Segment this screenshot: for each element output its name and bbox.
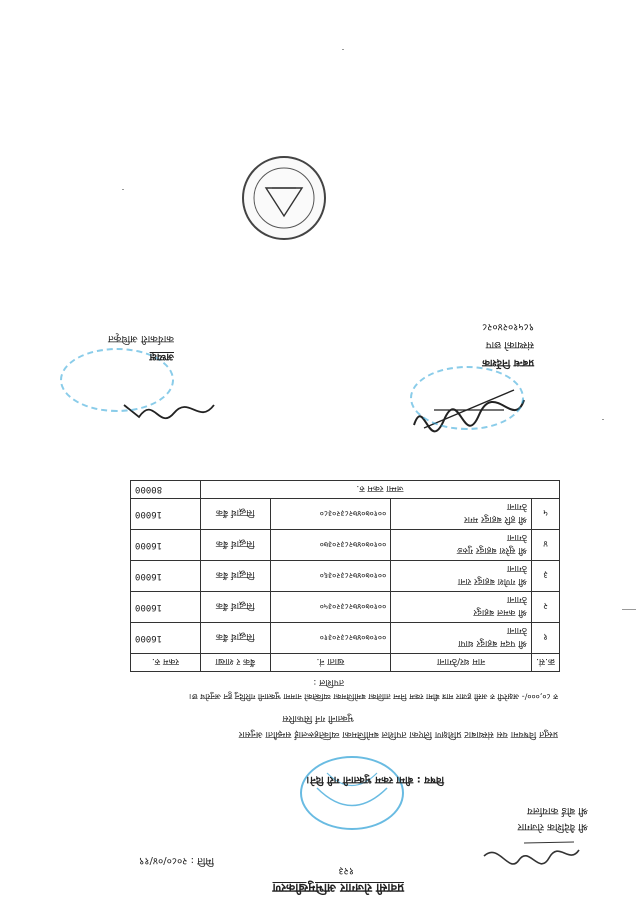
row-account: ००१०७०४७२८३२०३८० bbox=[270, 499, 390, 530]
table-row bbox=[131, 592, 560, 623]
right-signatory-name: अध्यक्ष bbox=[149, 351, 174, 362]
row-account: ००१०७०४७२८३२०३६० bbox=[270, 561, 390, 592]
row-name-cell bbox=[391, 561, 532, 592]
reference-number: १२३ bbox=[338, 865, 354, 876]
table-total-row bbox=[131, 481, 560, 499]
scan-speck bbox=[622, 609, 636, 610]
left-signatory-name: प्रबन्ध निर्देशक bbox=[482, 357, 534, 368]
left-signatory-title: संस्थाको छाप bbox=[485, 339, 534, 350]
letter-date: मिति : २०८०/०४/१९ bbox=[139, 855, 214, 866]
row-bank: सिद्धार्थ बैंक bbox=[200, 530, 270, 561]
row-account: ००१०७०४७२८३२०३१० bbox=[270, 623, 390, 654]
body-line-4: तपशिल : bbox=[313, 677, 344, 687]
header-bank: बैंक र शाखा bbox=[200, 654, 270, 672]
row-amount: 16000 bbox=[131, 623, 201, 654]
row-amount: 16000 bbox=[131, 499, 201, 530]
office-stamp bbox=[300, 756, 404, 830]
header-account: खाता नं. bbox=[270, 654, 390, 672]
row-address: ठेगाना bbox=[506, 625, 527, 635]
row-sn: २ bbox=[531, 592, 559, 623]
row-name: श्री हरि बहादुर मगर bbox=[464, 514, 527, 524]
letter-subject: विषय : बीमा रकम भुक्तानी गरी दिने। bbox=[306, 774, 444, 785]
body-line-2: भुक्तानी गर्न सिफारिस bbox=[282, 713, 354, 723]
row-name-cell bbox=[391, 592, 532, 623]
beneficiary-table bbox=[130, 480, 560, 672]
company-logo-icon bbox=[244, 158, 324, 238]
row-bank: सिद्धार्थ बैंक bbox=[200, 592, 270, 623]
row-sn: १ bbox=[531, 623, 559, 654]
row-address: ठेगाना bbox=[506, 501, 527, 511]
row-sn: ५ bbox=[531, 499, 559, 530]
row-name: श्री सुरेश बहादुर गुरुङ bbox=[456, 545, 527, 555]
row-bank: सिद्धार्थ बैंक bbox=[200, 623, 270, 654]
row-name: श्री पदम बहादुर थापा bbox=[458, 638, 527, 648]
row-name-cell bbox=[391, 530, 532, 561]
row-address: ठेगाना bbox=[506, 594, 527, 604]
document-title: प्रवासी रोजगार अभिमुखीकरण bbox=[272, 881, 404, 895]
row-account: ००१०७०४७२८३२०३५० bbox=[270, 592, 390, 623]
header-name: नाम थर/ठेगाना bbox=[391, 654, 532, 672]
header-sn: क्र.सं. bbox=[531, 654, 559, 672]
row-amount: 16000 bbox=[131, 561, 201, 592]
table-row bbox=[131, 561, 560, 592]
row-sn: ३ bbox=[531, 561, 559, 592]
total-amount: 80000 bbox=[131, 481, 201, 499]
row-name: श्री गणेश बहादुर राना bbox=[457, 576, 527, 586]
row-sn: ४ bbox=[531, 530, 559, 561]
address-line-2: श्री बोर्ड कार्यालय bbox=[527, 805, 588, 816]
row-account: ००१०७०४७२८३२०३७० bbox=[270, 530, 390, 561]
body-line-3: रु ८०,०००/- अक्षरेपी रु असी हजार मात्र बीमा रकम निम्न तालिका बमोजिमका व्यक्तिको नाममा भुक्तानी गरिदिनु हुन अनुरोध छ। bbox=[189, 692, 558, 701]
table-row bbox=[131, 530, 560, 561]
row-bank: सिद्धार्थ बैंक bbox=[200, 561, 270, 592]
left-signatory-phone: ९८५१०२४०२८ bbox=[482, 321, 534, 332]
body-line-1: प्रस्तुत विषयमा यस संस्थाबाट प्रशिक्षण लिएका तपशिल बमोजिमका व्यक्तिहरूलाई सम्झौता अनुसार bbox=[238, 729, 558, 739]
handwritten-note bbox=[464, 836, 584, 870]
row-address: ठेगाना bbox=[506, 563, 527, 573]
table-header-row bbox=[131, 654, 560, 672]
left-signature-stamp bbox=[410, 366, 524, 430]
row-name-cell bbox=[391, 499, 532, 530]
company-round-stamp bbox=[242, 156, 326, 240]
row-amount: 16000 bbox=[131, 592, 201, 623]
scan-speck bbox=[122, 189, 124, 190]
right-signatory-title: कार्यकारी अधिकृत bbox=[108, 333, 174, 344]
address-line-1: श्री वैदेशिक रोजगार bbox=[517, 821, 588, 832]
header-amount: रकम रु. bbox=[131, 654, 201, 672]
row-bank: सिद्धार्थ बैंक bbox=[200, 499, 270, 530]
row-name: श्री कमल बहादुर bbox=[473, 607, 527, 617]
scan-speck bbox=[342, 49, 344, 50]
row-amount: 16000 bbox=[131, 530, 201, 561]
row-address: ठेगाना bbox=[506, 532, 527, 542]
table-row bbox=[131, 623, 560, 654]
row-name-cell bbox=[391, 623, 532, 654]
total-label: जम्मा रकम रु. bbox=[200, 481, 559, 499]
scan-speck bbox=[602, 419, 604, 420]
table-row bbox=[131, 499, 560, 530]
